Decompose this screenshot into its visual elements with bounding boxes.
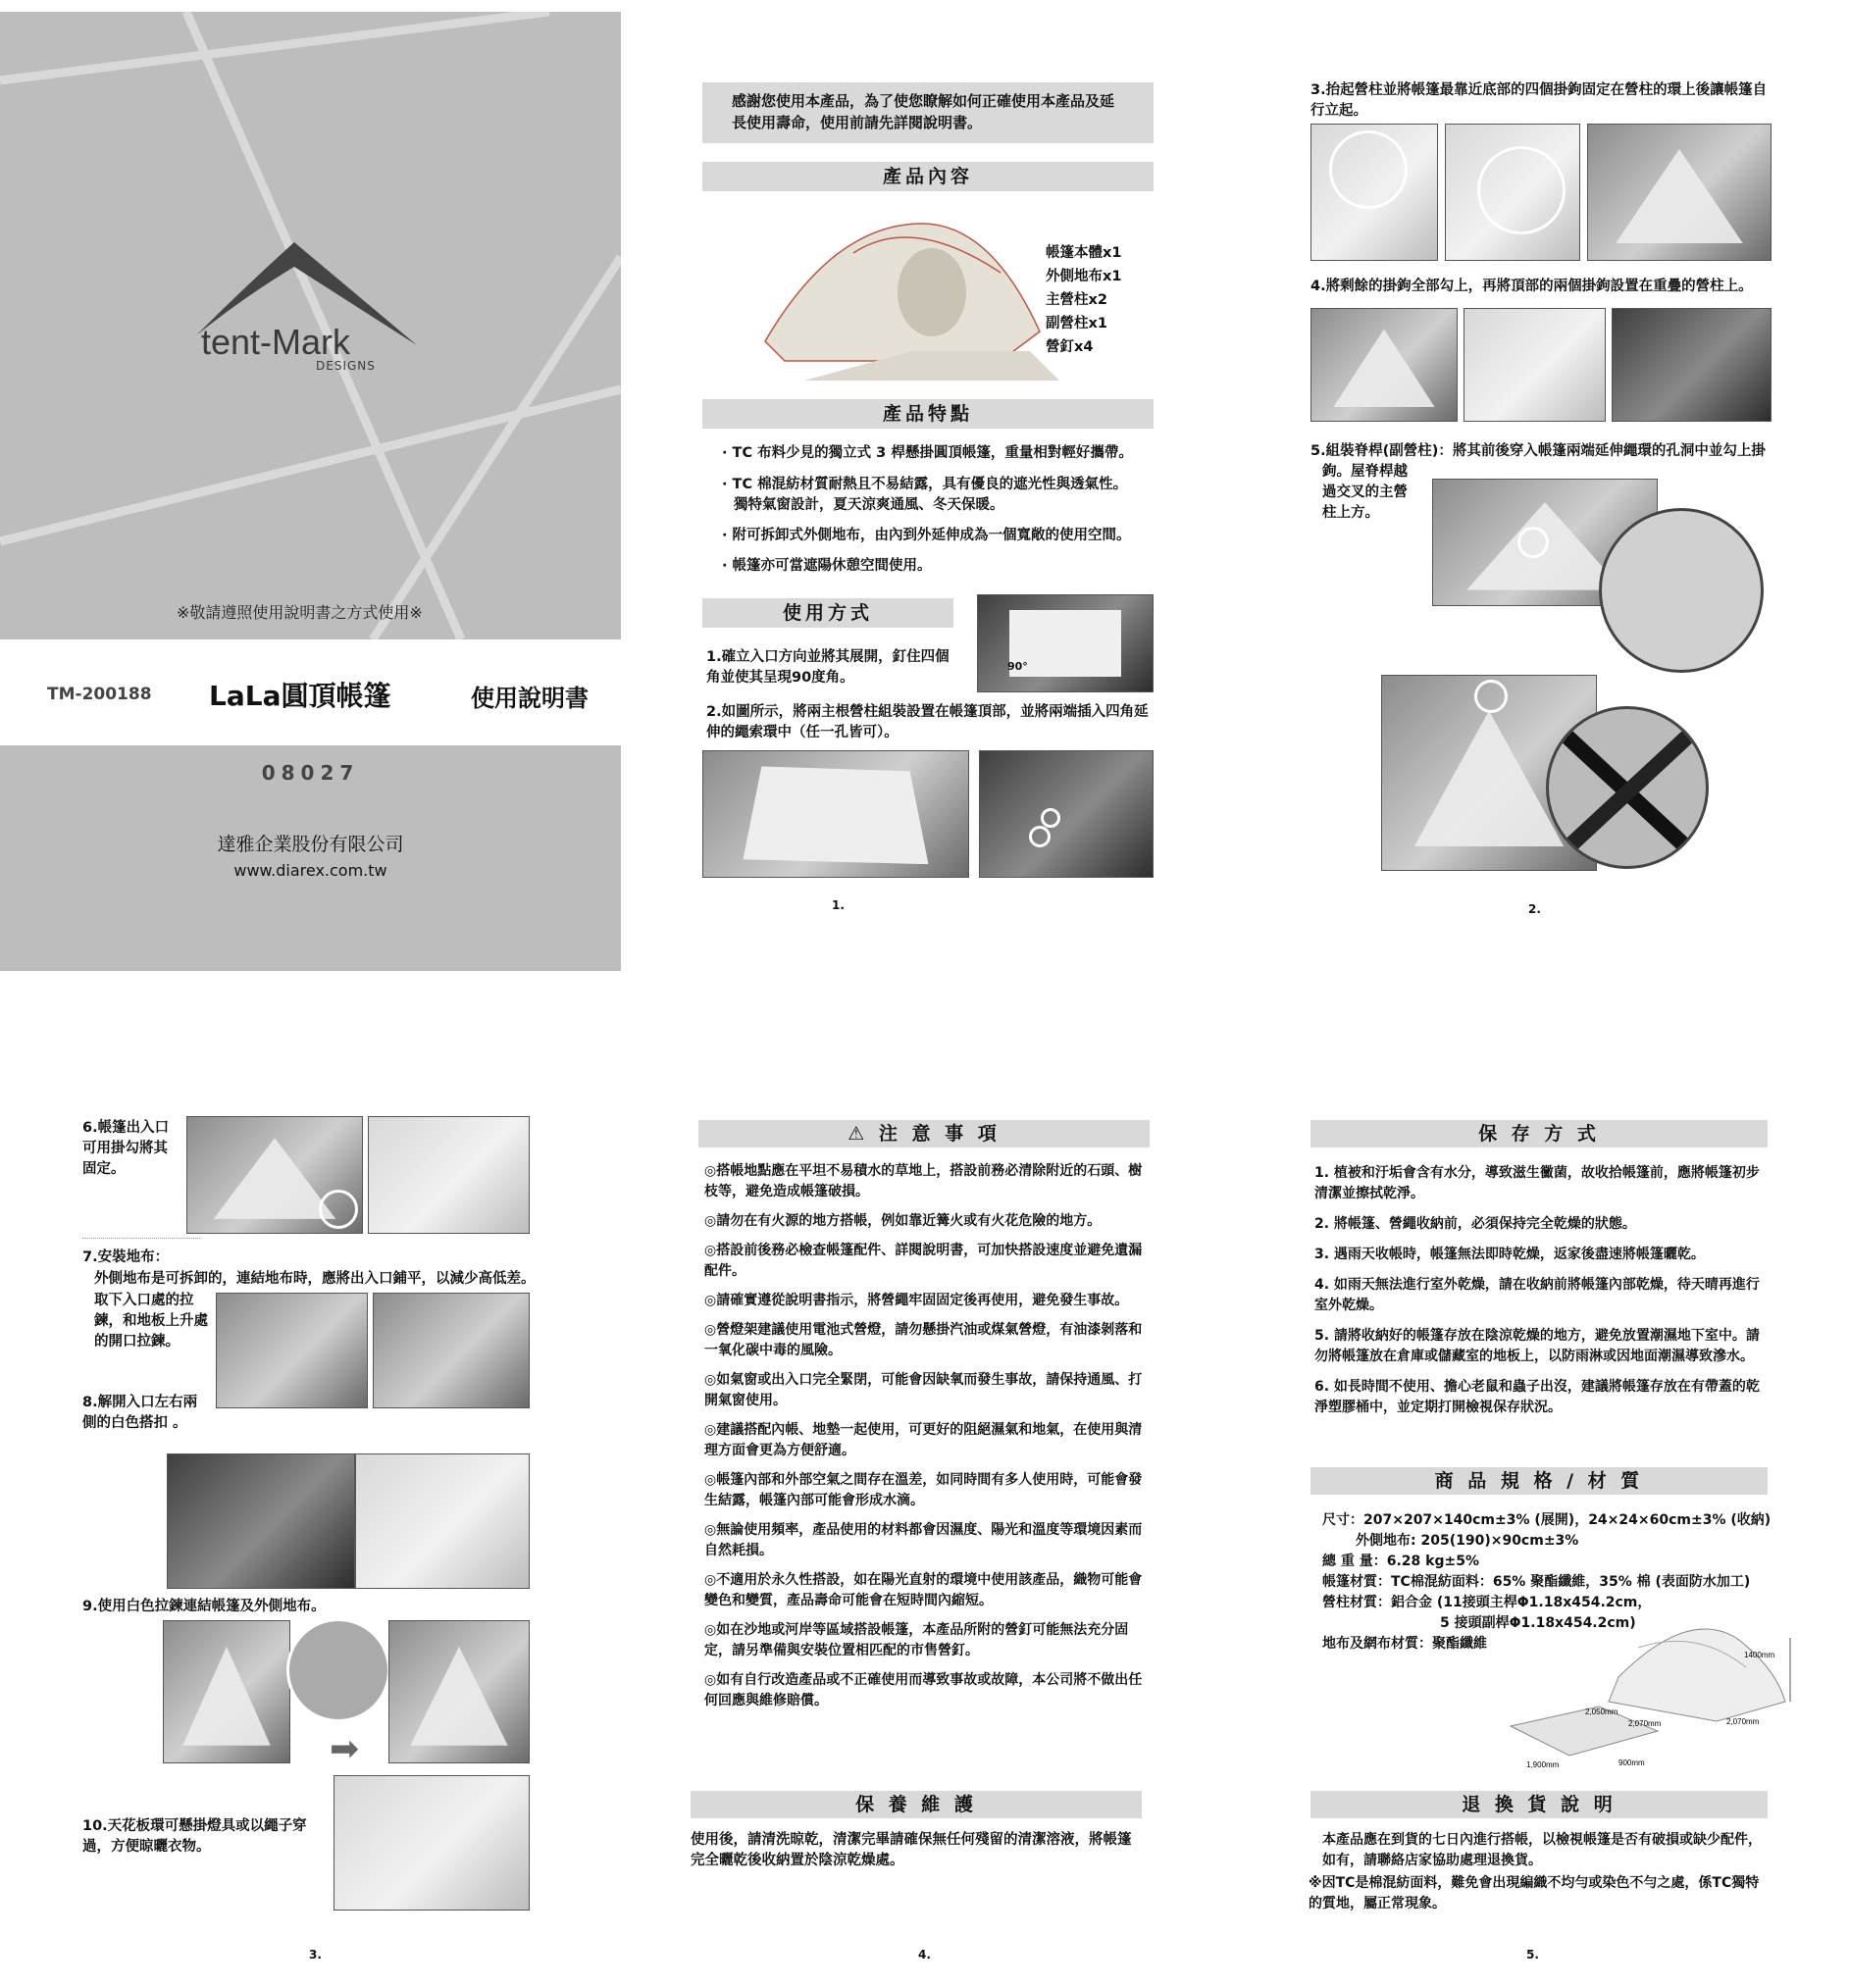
step-8-image-a (167, 1453, 355, 1589)
step-8-text: 8.解開入口左右兩側的白色搭扣 。 (82, 1395, 198, 1431)
step-9-text: 9.使用白色拉鍊連結帳篷及外側地布。 (82, 1599, 326, 1614)
caution-item: ◎搭設前後務必檢查帳篷配件、詳閱說明書，可加快搭設速度並避免遺漏配件。 (704, 1243, 1143, 1279)
step-9-detail-circle (286, 1618, 390, 1722)
spec-title: 商 品 規 格 / 材 質 (1310, 1467, 1768, 1495)
contents-item: 帳篷本體x1 (1046, 245, 1122, 261)
storage-item: 4. 如雨天無法進行室外乾燥，請在收納前將帳篷內部乾燥，待天晴再進行室外乾燥。 (1314, 1277, 1760, 1313)
step-5-text-b: 鉤。屋脊桿越過交叉的主營柱上方。 (1322, 464, 1408, 521)
tent-dome-icon (745, 214, 1064, 381)
spec-line: 5 接頭副桿Φ1.18x454.2cm) (1440, 1615, 1636, 1631)
cover-panel (0, 12, 621, 971)
dim-label: 2,050mm (1585, 1708, 1618, 1716)
cover-model: TM-200188 (47, 685, 152, 704)
feature-item: · TC 棉混紡材質耐熱且不易結露，具有優良的遮光性與透氣性。 (722, 477, 1128, 492)
spec-line: 總 重 量：6.28 kg±5% (1322, 1554, 1479, 1569)
step-9-image-a (163, 1620, 290, 1763)
storage-title: 保 存 方 式 (1310, 1120, 1768, 1147)
step-7-text-a: 外側地布是可拆卸的，連結地布時，應將出入口鋪平，以減少高低差。 (94, 1271, 536, 1287)
tent-product-image (745, 214, 1064, 381)
dim-label: 2,070mm (1628, 1719, 1662, 1728)
angle-label: 90° (1007, 660, 1028, 673)
cover-product: LaLa圓頂帳篷 (209, 680, 391, 712)
contents-item: 營釘x4 (1046, 339, 1094, 355)
dim-label: 2,070mm (1726, 1717, 1760, 1726)
cover-bottom-block (0, 745, 621, 971)
cover-notice: ※敬請遵照使用說明書之方式使用※ (177, 603, 423, 622)
dim-label: 1,900mm (1526, 1760, 1560, 1769)
cover-top-block (0, 12, 621, 639)
step-10-image (334, 1775, 530, 1911)
brand-name: tent-Mark (201, 322, 351, 362)
step-1-image (977, 594, 1154, 692)
step-4-text: 4.將剩餘的掛鉤全部勾上，再將頂部的兩個掛鉤設置在重疊的營柱上。 (1310, 279, 1753, 294)
page-number: 2. (1528, 902, 1541, 916)
cover-website: www.diarex.com.tw (233, 861, 387, 880)
brand-sub: DESIGNS (316, 359, 376, 373)
step-1-text: 1.確立入口方向並將其展開，釘住四個角並使其呈現90度角。 (706, 649, 950, 686)
step-7-title: 7.安裝地布： (82, 1249, 170, 1265)
step-7-image-b (373, 1293, 530, 1408)
storage-item: 6. 如長時間不使用、擔心老鼠和蟲子出沒，建議將帳篷存放在有帶蓋的乾淨塑膠桶中，並定期打開檢視保存狀況。 (1314, 1379, 1760, 1415)
caution-item: ◎帳篷內部和外部空氣之間存在溫差，如同時間有多人使用時，可能會發生結露，帳篷內部可能會形成水滴。 (704, 1472, 1143, 1508)
page-3 (69, 1098, 559, 1962)
cover-doc-type: 使用說明書 (471, 685, 589, 712)
step-9-image-b (388, 1620, 530, 1763)
caution-item: ◎請勿在有火源的地方搭帳，例如靠近篝火或有火花危險的地方。 (704, 1213, 1102, 1229)
caution-item: ◎搭帳地點應在平坦不易積水的草地上，搭設前務必清除附近的石頭、樹枝等，避免造成帳篷破損。 (704, 1163, 1143, 1199)
page-5 (1305, 1098, 1815, 1962)
contents-item: 副營柱x1 (1046, 316, 1107, 331)
contents-title: 產品內容 (702, 162, 1154, 191)
caution-item: ◎建議搭配內帳、地墊一起使用，可更好的阻絕濕氣和地氣，在使用與清理方面會更為方便舒適。 (704, 1422, 1143, 1458)
page-4 (687, 1098, 1177, 1962)
storage-item: 3. 遇雨天收帳時，帳篷無法即時乾燥，返家後盡速將帳篷曬乾。 (1314, 1247, 1705, 1262)
step-2-text: 2.如圖所示，將兩主根營柱組裝設置在帳篷頂部，並將兩端插入四角延伸的繩索環中（任一孔皆可）。 (706, 704, 1149, 740)
spec-line: 尺寸：207×207×140cm±3% (展開)，24×24×60cm±3% (收納) (1322, 1512, 1772, 1528)
page-number: 5. (1526, 1948, 1539, 1962)
step-3-image-a (1310, 124, 1438, 261)
arrow-right-icon: ➡ (330, 1729, 360, 1769)
features-title: 產品特點 (702, 399, 1154, 429)
warning-icon: ⚠ (847, 1123, 879, 1145)
intro-box (702, 82, 1154, 143)
step-6-image-a (186, 1116, 363, 1234)
storage-item: 2. 將帳篷、營繩收納前，必須保持完全乾燥的狀態。 (1314, 1216, 1636, 1232)
return-text: 本產品應在到貨的七日內進行搭帳，以檢視帳篷是否有破損或缺少配件，如有，請聯絡店家協助處理退換貨。 (1322, 1832, 1762, 1868)
caution-item: ◎營燈架建議使用電池式營燈，請勿懸掛汽油或煤氣營燈，有油漆剝落和一氧化碳中毒的風險。 (704, 1322, 1143, 1358)
intro-text: 感謝您使用本產品，為了使您瞭解如何正確使用本產品及延長使用壽命，使用前請先詳閱說明書。 (732, 92, 1115, 131)
tent-dimension-diagram (1491, 1608, 1805, 1775)
feature-item: 獨特氣窗設計，夏天涼爽通風、冬天保暖。 (734, 497, 1004, 513)
step-3-image-b (1445, 124, 1580, 261)
step-5-detail-circle-b (1546, 706, 1709, 869)
page-2 (1305, 0, 1795, 942)
step-5-detail-circle-a (1599, 508, 1764, 673)
care-text: 使用後，請清洗晾乾，清潔完畢請確保無任何殘留的清潔溶液，將帳篷完全曬乾後收納置於陰涼乾燥處。 (691, 1832, 1132, 1868)
feature-item: · TC 布料少見的獨立式 3 桿懸掛圓頂帳篷，重量相對輕好攜帶。 (722, 445, 1133, 461)
divider (82, 1238, 200, 1239)
spec-line: 地布及網布材質：聚酯纖維 (1322, 1636, 1487, 1652)
step-10-text: 10.天花板環可懸掛燈具或以繩子穿過，方便晾曬衣物。 (82, 1818, 307, 1855)
page-number: 4. (918, 1948, 931, 1962)
storage-item: 1. 植被和汙垢會含有水分，導致滋生黴菌，故收拾帳篷前，應將帳篷初步清潔並擦拭乾淨。 (1314, 1165, 1760, 1201)
step-4-image-b (1464, 308, 1606, 422)
cover-company: 達雅企業股份有限公司 (217, 834, 404, 855)
dim-label: 1400mm (1744, 1651, 1775, 1659)
feature-item: · 帳篷亦可當遮陽休憩空間使用。 (722, 558, 932, 574)
caution-item: ◎如在沙地或河岸等區域搭設帳篷，本產品所附的營釘可能無法充分固定，請另準備與安裝位置相匹配的市售營釘。 (704, 1622, 1129, 1658)
caution-title (698, 1120, 1150, 1147)
step-6-text: 6.帳篷出入口可用掛勾將其固定。 (82, 1120, 170, 1177)
caution-title-text: 注 意 事 項 (878, 1123, 1001, 1145)
spec-line: 營柱材質：鋁合金 (11接頭主桿Φ1.18x454.2cm， (1322, 1595, 1652, 1610)
step-7-image-a (216, 1293, 368, 1408)
caution-item: ◎不適用於永久性搭設，如在陽光直射的環境中使用該產品，織物可能會變色和變質，產品壽命可能會在短時間內縮短。 (704, 1572, 1143, 1608)
return-title: 退 換 貨 說 明 (1310, 1791, 1768, 1818)
step-3-image-c (1587, 124, 1772, 261)
step-6-image-b (368, 1116, 530, 1234)
step-4-image-c (1612, 308, 1772, 422)
feature-item: · 附可拆卸式外側地布，由內到外延伸成為一個寬敞的使用空間。 (722, 528, 1131, 543)
page-1 (687, 0, 1177, 942)
caution-list (704, 1161, 1151, 1720)
caution-item: ◎如有自行改造產品或不正確使用而導致事故或故障，本公司將不做出任何回應與維修賠償。 (704, 1672, 1143, 1708)
step-3-text: 3.抬起營柱並將帳篷最靠近底部的四個掛鉤固定在營柱的環上後讓帳篷自行立起。 (1310, 82, 1768, 119)
cover-code: 08027 (261, 761, 360, 785)
step-5-text-a: 5.組裝脊桿(副營柱)：將其前後穿入帳篷兩端延伸繩環的孔洞中並勾上掛 (1310, 443, 1766, 459)
usage-title: 使用方式 (702, 598, 953, 628)
contents-item: 外側地布x1 (1046, 269, 1122, 284)
page-number: 1. (832, 898, 845, 912)
step-7-text-b: 取下入口處的拉鍊，和地板上升處的開口拉鍊。 (94, 1293, 208, 1350)
step-2-image-b (979, 750, 1154, 878)
storage-list (1314, 1163, 1771, 1428)
step-4-image-a (1310, 308, 1458, 422)
caution-item: ◎如氣窗或出入口完全緊閉，可能會因缺氧而發生事故，請保持通風、打開氣窗使用。 (704, 1372, 1143, 1408)
dim-label: 900mm (1618, 1759, 1645, 1767)
spec-line: 帳篷材質：TC棉混紡面料：65% 聚酯纖維，35% 棉 (表面防水加工) (1322, 1574, 1751, 1590)
return-note: ※因TC是棉混紡面料，難免會出現編織不均勻或染色不勻之處，係TC獨特的質地，屬正常現象。 (1309, 1875, 1760, 1912)
storage-item: 5. 請將收納好的帳篷存放在陰涼乾燥的地方，避免放置潮濕地下室中。請勿將帳篷放在倉庫或儲藏室的地板上，以防雨淋或因地面潮濕導致滲水。 (1314, 1328, 1760, 1364)
step-8-image-b (355, 1453, 530, 1589)
contents-list (1046, 241, 1121, 359)
caution-item: ◎請確實遵從說明書指示，將營繩牢固固定後再使用，避免發生事故。 (704, 1293, 1129, 1308)
step-2-image-a (702, 750, 969, 878)
page-number: 3. (309, 1948, 322, 1962)
spec-line: 外側地布: 205(190)×90cm±3% (1356, 1533, 1579, 1549)
care-title: 保 養 維 護 (691, 1791, 1142, 1818)
caution-item: ◎無論使用頻率，產品使用的材料都會因濕度、陽光和溫度等環境因素而自然耗損。 (704, 1522, 1143, 1558)
contents-item: 主營柱x2 (1046, 292, 1107, 308)
